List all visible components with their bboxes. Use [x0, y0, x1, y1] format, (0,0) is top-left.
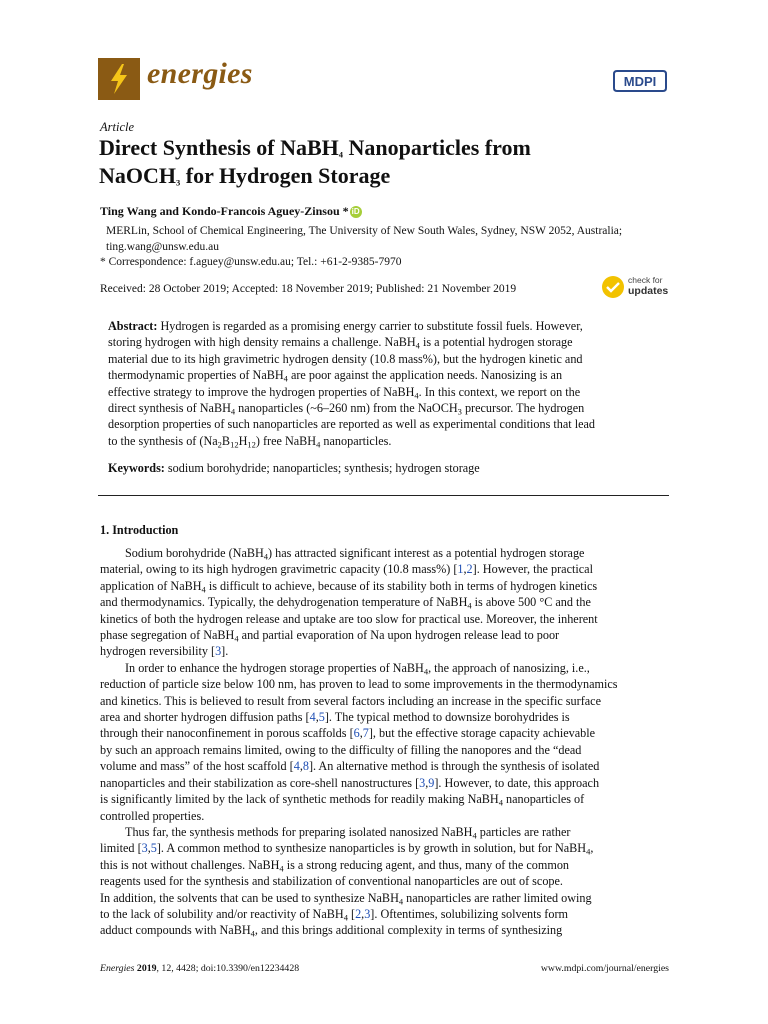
article-type: Article — [100, 120, 135, 134]
citation-link[interactable]: 8 — [302, 759, 309, 774]
citation-link[interactable]: 2 — [466, 562, 473, 577]
check-icon — [602, 276, 624, 298]
citation-link[interactable]: 2 — [355, 906, 362, 921]
footer-url[interactable]: www.mdpi.com/journal/energies — [540, 963, 669, 974]
journal-logo — [98, 58, 140, 100]
citation-link[interactable]: 5 — [318, 710, 325, 725]
citation-link[interactable]: 4 — [293, 759, 300, 774]
introduction-text — [100, 545, 669, 939]
citation-link[interactable]: 3 — [215, 644, 222, 659]
citation-link[interactable]: 7 — [362, 726, 369, 741]
section-divider — [98, 495, 669, 496]
lightning-icon — [98, 58, 140, 100]
abstract: Abstract: Hydrogen is regarded as a promising energy carrier to substitute fossil fuels. However, storing hydrogen with high density remains a challenge. NaBH$_4$ is a potential hydrogen storage material due to its high gravimetric hydrogen density (10.8 mass%), but the hydrogen kinetic and thermodynamic properties of NaBH$_4$ are poor against the application needs. Nanosizing is an effective strategy to improve the hydrogen properties of NaBH$_4$. In this context, we report on the direct synthesis of NaBH$_4$ nanoparticles (~6–260 nm) from the NaOCH$_3$ precursor. The hydrogen desorption properties of such nanoparticles are reported as well as experimental conditions that lead to the synthesis of $(Na_2B_{12}H_{12})$ free NaBH$_4$ nanoparticles. — [108, 319, 595, 450]
paragraph: Sodium borohydride (NaBH$_4$) has attracted significant interest as a potential hydrogen storage material, owing to its high hydrogen gravimetric capacity (10.8 mass%) [1,2]. However, the practical application of NaBH$_4$ is difficult to achieve, because of its stability both in terms of hydrogen kinetics and thermodynamics. Typically, the dehydrogenation temperature of NaBH$_4$ is above 500 °C and the kinetics of both the hydrogen release and uptake are too slow for practical use. Moreover, the inherent phase segregation of NaBH$_4$ and partial evaporation of Na upon hydrogen release lead to poor hydrogen reversibility [3]. — [100, 546, 598, 659]
author-names: Ting Wang and Kondo-Francois Aguey-Zinsou * — [100, 204, 349, 218]
abstract-label: Abstract: — [108, 319, 158, 333]
journal-name: energies — [147, 57, 253, 90]
citation-link[interactable]: 3 — [141, 841, 148, 856]
author-email[interactable]: ting.wang@unsw.edu.au — [106, 241, 220, 253]
publication-dates: Received: 28 October 2019; Accepted: 18 November 2019; Published: 21 November 2019 — [100, 283, 517, 295]
citation-link[interactable]: 3 — [419, 775, 426, 790]
citation-link[interactable]: 3 — [364, 906, 371, 921]
paragraph: Thus far, the synthesis methods for preparing isolated nanosized NaBH$_4$ particles are rather limited [3,5]. A common method to synthesize nanoparticles is by growth in solution, but for NaBH$_4$, this is not without challenges. NaBH$_4$ is a strong reducing agent, and thus, many of the common reagents used for the synthesis and stabilization of conventional nanoparticles are out of scope. In addition, the solvents that can be used to synthesize NaBH$_4$ nanoparticles are rather limited owing to the lack of solubility and/or reactivity of NaBH$_4$ [2,3]. Oftentimes, solubilizing solvents form adduct compounds with NaBH$_4$, and this brings additional complexity in terms of synthesizing — [100, 824, 594, 939]
keywords: Keywords: sodium borohydride; nanoparticles; synthesis; hydrogen storage — [108, 461, 480, 475]
check-for-updates-badge[interactable]: check for updates — [602, 275, 682, 301]
citation-link[interactable]: 1 — [457, 562, 464, 577]
keywords-label: Keywords: — [108, 461, 165, 475]
paper-title: Direct Synthesis of NaBH$_4$ Nanoparticles from NaOCH$_3$ for Hydrogen Storage — [99, 135, 531, 188]
section-heading: 1. Introduction — [100, 523, 179, 537]
paragraph: In order to enhance the hydrogen storage properties of NaBH$_4$, the approach of nanosizing, i.e., reduction of particle size below 100 nm, has proven to lead to some improvements in the thermodynamics and kinetics. This is believed to result from several factors including an increase in the specific surface area and shorter hydrogen diffusion paths [4,5]. The typical method to downsize borohydrides is through their nanoconfinement in porous scaffolds [6,7], but the effective storage capacity achievable by such an approach remains limited, owing to the difficulty of filling the nanopores and the “dead volume and mass” of the host scaffold [4,8]. An alternative method is through the synthesis of isolated nanoparticles and their stabilization as core-shell nanostructures [3,9]. However, to date, this approach is significantly limited by the lack of synthetic methods for readily making NaBH$_4$ nanoparticles of controlled properties. — [100, 660, 618, 823]
affiliation: MERLin, School of Chemical Engineering, The University of New South Wales, Sydney, NSW 2052, Australia; ting.wang@unsw.edu.au — [106, 223, 676, 255]
orcid-icon[interactable]: iD — [351, 207, 360, 216]
citation-link[interactable]: 4 — [309, 710, 316, 725]
citation-link[interactable]: 5 — [150, 841, 157, 856]
author-list — [100, 204, 362, 219]
citation-link[interactable]: 9 — [428, 775, 435, 790]
mdpi-logo — [611, 68, 669, 94]
citation-link[interactable]: 6 — [353, 726, 360, 741]
footer-citation: Energies 2019, 12, 4428; doi:10.3390/en12234428 — [100, 963, 300, 974]
mdpi-logo-text: MDPI — [623, 74, 657, 89]
correspondence: * Correspondence: f.aguey@unsw.edu.au; Tel.: +61-2-9385-7970 — [100, 256, 402, 268]
